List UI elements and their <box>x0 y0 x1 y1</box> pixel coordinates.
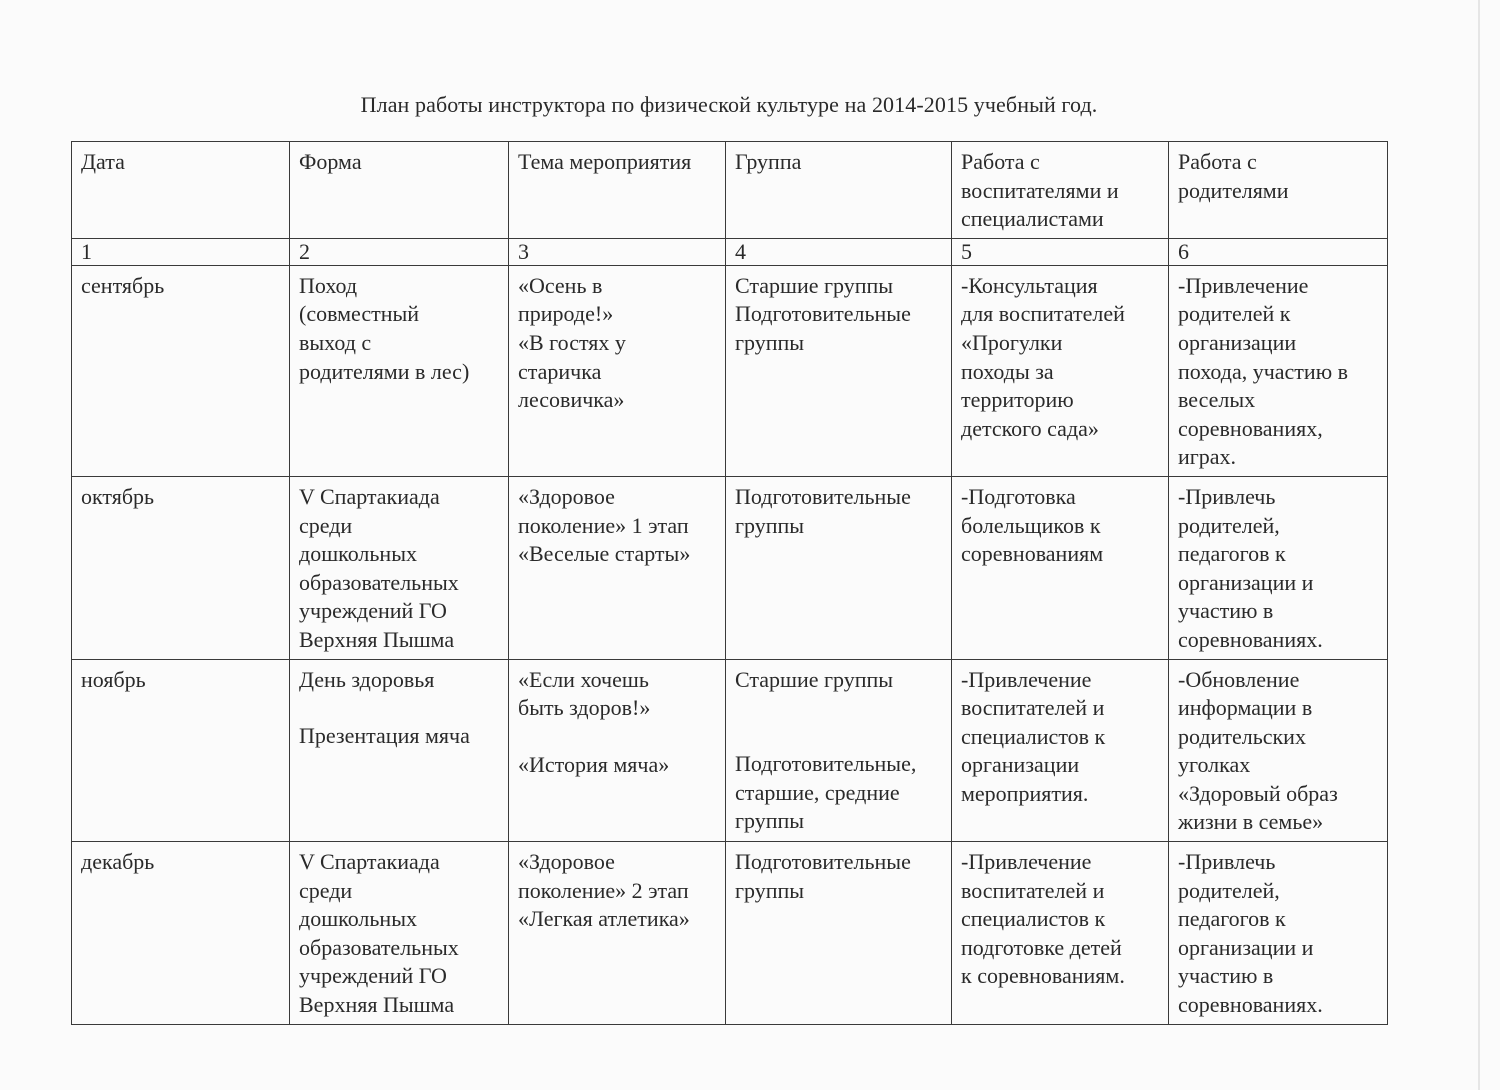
cell-teachers: -Привлечение воспитателей и специалистов к организации мероприятия. <box>952 659 1169 842</box>
cell-group: Подготовительные группы <box>726 476 952 659</box>
column-number-row <box>72 238 1388 265</box>
cell-group-part-a: Старшие группы <box>735 666 894 692</box>
column-number: 5 <box>952 238 1169 265</box>
cell-gap <box>735 722 942 750</box>
column-number: 2 <box>290 238 509 265</box>
cell-teachers: -Консультация для воспитателей «Прогулки походы за территорию детского сада» <box>952 265 1169 476</box>
table-row-september <box>72 265 1388 476</box>
plan-table <box>71 141 1388 1025</box>
cell-gap <box>299 694 499 722</box>
column-number: 3 <box>509 238 726 265</box>
cell-topic: «Здоровое поколение» 2 этап «Легкая атлетика» <box>509 842 726 1025</box>
cell-group: Подготовительные группы <box>726 842 952 1025</box>
cell-parents: -Привлечь родителей, педагогов к организации и участию в соревнованиях. <box>1169 476 1388 659</box>
cell-topic-part-a: «Если хочешь быть здоров!» <box>518 666 651 721</box>
cell-parents: -Привлечь родителей, педагогов к организации и участию в соревнованиях. <box>1169 842 1388 1025</box>
table-row-december <box>72 842 1388 1025</box>
cell-gap <box>735 694 942 722</box>
header-date: Дата <box>72 142 290 239</box>
table-header-row <box>72 142 1388 239</box>
cell-teachers: -Привлечение воспитателей и специалистов к подготовке детей к соревнованиям. <box>952 842 1169 1025</box>
cell-parents: -Обновление информации в родительских уголках «Здоровый образ жизни в семье» <box>1169 659 1388 842</box>
cell-form: Поход (совместный выход с родителями в лес) <box>290 265 509 476</box>
column-number: 6 <box>1169 238 1388 265</box>
cell-gap <box>518 723 716 751</box>
cell-topic-part-b: «История мяча» <box>518 751 670 777</box>
document-title: План работы инструктора по физической культуре на 2014-2015 учебный год. <box>360 92 1098 117</box>
cell-form <box>290 659 509 842</box>
table-row-november <box>72 659 1388 842</box>
column-number: 1 <box>72 238 290 265</box>
cell-teachers: -Подготовка болельщиков к соревнованиям <box>952 476 1169 659</box>
cell-form-part-a: День здоровья <box>299 666 435 692</box>
header-group: Группа <box>726 142 952 239</box>
table-row-october <box>72 476 1388 659</box>
cell-topic: «Здоровое поколение» 1 этап «Веселые старты» <box>509 476 726 659</box>
cell-group-part-b: Подготовительные, старшие, средние группы <box>735 751 917 834</box>
header-teachers: Работа с воспитателями и специалистами <box>952 142 1169 239</box>
column-number: 4 <box>726 238 952 265</box>
cell-topic: «Осень в природе!» «В гостях у старичка лесовичка» <box>509 265 726 476</box>
cell-date: декабрь <box>72 842 290 1025</box>
page-edge <box>1478 0 1480 1090</box>
header-form: Форма <box>290 142 509 239</box>
cell-group <box>726 659 952 842</box>
cell-form-part-b: Презентация мяча <box>299 723 470 749</box>
header-parents: Работа с родителями <box>1169 142 1388 239</box>
cell-date: ноябрь <box>72 659 290 842</box>
cell-group: Старшие группы Подготовительные группы <box>726 265 952 476</box>
cell-topic <box>509 659 726 842</box>
cell-date: сентябрь <box>72 265 290 476</box>
header-topic: Тема мероприятия <box>509 142 726 239</box>
cell-form: V Спартакиада среди дошкольных образовательных учреждений ГО Верхняя Пышма <box>290 842 509 1025</box>
cell-parents: -Привлечение родителей к организации похода, участию в веселых соревнованиях, играх. <box>1169 265 1388 476</box>
cell-date: октябрь <box>72 476 290 659</box>
cell-form: V Спартакиада среди дошкольных образовательных учреждений ГО Верхняя Пышма <box>290 476 509 659</box>
